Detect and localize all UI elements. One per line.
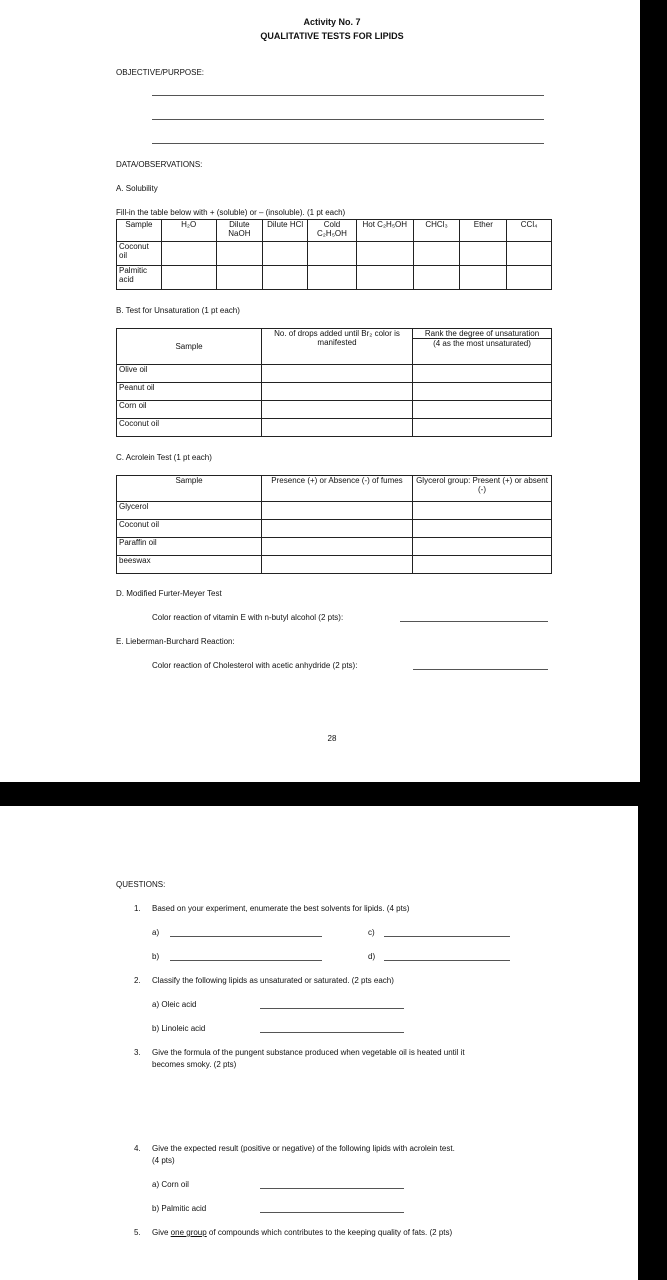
table-row — [117, 266, 552, 290]
q1-b-label: b) — [152, 952, 160, 961]
q2-a: a) Oleic acid — [152, 1000, 197, 1009]
q1-d-line[interactable] — [384, 960, 510, 961]
furter-answer-line[interactable] — [400, 621, 548, 622]
objective-label: OBJECTIVE/PURPOSE: — [116, 68, 205, 77]
furter-heading: D. Modified Furter-Meyer Test — [116, 589, 222, 598]
table-cell[interactable] — [262, 419, 413, 437]
col-ccl4: CCl₄ — [507, 220, 552, 242]
table-row — [117, 383, 552, 401]
table-cell[interactable] — [216, 266, 263, 290]
q2-b: b) Linoleic acid — [152, 1024, 206, 1033]
acrolein-table — [116, 475, 552, 574]
data-label: DATA/OBSERVATIONS: — [116, 160, 203, 169]
q4-b-line[interactable] — [260, 1212, 404, 1213]
col-chloroform: CHCl₃ — [413, 220, 460, 242]
q4-line1: Give the expected result (positive or negative) of the following lipids with acrolein test. — [152, 1144, 455, 1153]
q3-line2: becomes smoky. (2 pts) — [152, 1060, 237, 1069]
col-rank-note: (4 as the most unsaturated) — [413, 338, 551, 348]
row-label-palmitic-acid: Palmitic acid — [117, 266, 162, 290]
table-cell[interactable] — [262, 365, 413, 383]
table-row — [117, 538, 552, 556]
table-cell[interactable] — [507, 266, 552, 290]
lieberman-question: Color reaction of Cholesterol with acetic anhydride (2 pts): — [152, 661, 358, 670]
col-glycerol: Glycerol group: Present (+) or absent (-) — [413, 476, 552, 502]
questions-heading: QUESTIONS: — [116, 880, 166, 889]
table-cell[interactable] — [262, 502, 413, 520]
row-label: Coconut oil — [117, 520, 262, 538]
table-cell[interactable] — [263, 242, 308, 266]
q5-text-underlined: one group — [170, 1228, 207, 1237]
col-ether: Ether — [460, 220, 507, 242]
table-cell[interactable] — [262, 556, 413, 574]
table-cell[interactable] — [308, 266, 357, 290]
solubility-instruction: Fill-in the table below with + (soluble) or – (insoluble). (1 pt each) — [116, 208, 346, 217]
col-hot-ethanol: Hot C₂H₅OH — [356, 220, 413, 242]
solubility-heading: A. Solubility — [116, 184, 158, 193]
table-cell[interactable] — [161, 242, 216, 266]
q2-a-line[interactable] — [260, 1008, 404, 1009]
table-row — [117, 401, 552, 419]
q2-text: Classify the following lipids as unsaturated or saturated. (2 pts each) — [152, 976, 394, 985]
table-cell[interactable] — [413, 266, 460, 290]
row-label: Paraffin oil — [117, 538, 262, 556]
row-label: Glycerol — [117, 502, 262, 520]
table-cell[interactable] — [460, 242, 507, 266]
q3-number: 3. — [134, 1048, 141, 1057]
page-number: 28 — [327, 734, 337, 743]
objective-line-3[interactable] — [152, 143, 544, 144]
table-cell[interactable] — [413, 538, 552, 556]
col-rank-title: Rank the degree of unsaturation — [424, 329, 540, 338]
unsaturation-table — [116, 328, 552, 437]
col-water: H₂O — [161, 220, 216, 242]
q1-c-line[interactable] — [384, 936, 510, 937]
objective-line-2[interactable] — [152, 119, 544, 120]
q1-c-label: c) — [368, 928, 375, 937]
row-label: Corn oil — [117, 401, 262, 419]
q1-b-line[interactable] — [170, 960, 322, 961]
q4-a-line[interactable] — [260, 1188, 404, 1189]
table-cell[interactable] — [413, 520, 552, 538]
row-label: beeswax — [117, 556, 262, 574]
row-label: Coconut oil — [117, 419, 262, 437]
col-sample: Sample — [117, 476, 262, 502]
table-cell[interactable] — [356, 266, 413, 290]
table-cell[interactable] — [356, 242, 413, 266]
table-cell[interactable] — [413, 419, 552, 437]
row-label-coconut-oil: Coconut oil — [117, 242, 162, 266]
acrolein-heading: C. Acrolein Test (1 pt each) — [116, 453, 212, 462]
table-row — [117, 556, 552, 574]
q1-a-line[interactable] — [170, 936, 322, 937]
q5-text-pre: Give — [152, 1228, 171, 1237]
unsaturation-heading: B. Test for Unsaturation (1 pt each) — [116, 306, 240, 315]
worksheet-page-2 — [0, 806, 638, 1280]
table-cell[interactable] — [413, 383, 552, 401]
col-rank — [413, 329, 552, 365]
table-cell[interactable] — [308, 242, 357, 266]
q1-d-label: d) — [368, 952, 376, 961]
table-cell[interactable] — [413, 556, 552, 574]
q4-line2: (4 pts) — [152, 1156, 175, 1165]
col-sample: Sample — [117, 220, 162, 242]
col-presence: Presence (+) or Absence (-) of fumes — [262, 476, 413, 502]
col-sample: Sample — [117, 329, 262, 365]
q1-a-label: a) — [152, 928, 160, 937]
q5-text-post: of compounds which contributes to the keeping quality of fats. (2 pts) — [206, 1228, 453, 1237]
objective-line-1[interactable] — [152, 95, 544, 96]
q2-number: 2. — [134, 976, 141, 985]
table-cell[interactable] — [507, 242, 552, 266]
table-cell[interactable] — [262, 538, 413, 556]
row-label: Peanut oil — [117, 383, 262, 401]
activity-title: Activity No. 7 — [303, 17, 361, 27]
table-cell[interactable] — [413, 401, 552, 419]
table-cell[interactable] — [161, 266, 216, 290]
activity-subtitle: QUALITATIVE TESTS FOR LIPIDS — [260, 31, 404, 41]
col-dilute-naoh: Dilute NaOH — [216, 220, 263, 242]
solubility-table — [116, 219, 552, 290]
table-row — [117, 365, 552, 383]
col-drops: No. of drops added until Br₂ color is manifested — [262, 329, 413, 365]
col-cold-ethanol: Cold C₂H₅OH — [308, 220, 357, 242]
q4-b: b) Palmitic acid — [152, 1204, 207, 1213]
table-row — [117, 242, 552, 266]
table-cell[interactable] — [263, 266, 308, 290]
q4-number: 4. — [134, 1144, 141, 1153]
table-cell[interactable] — [413, 242, 460, 266]
table-row — [117, 419, 552, 437]
q1-text: Based on your experiment, enumerate the best solvents for lipids. (4 pts) — [152, 904, 410, 913]
row-label: Olive oil — [117, 365, 262, 383]
table-cell[interactable] — [413, 502, 552, 520]
lieberman-heading: E. Lieberman-Burchard Reaction: — [116, 637, 235, 646]
q5-number: 5. — [134, 1228, 141, 1237]
furter-question: Color reaction of vitamin E with n-butyl alcohol (2 pts): — [152, 613, 344, 622]
q1-number: 1. — [134, 904, 141, 913]
q5-text — [152, 1228, 452, 1237]
table-cell[interactable] — [413, 365, 552, 383]
table-cell[interactable] — [262, 520, 413, 538]
table-row — [117, 502, 552, 520]
q3-line1: Give the formula of the pungent substance produced when vegetable oil is heated until it — [152, 1048, 465, 1057]
q2-b-line[interactable] — [260, 1032, 404, 1033]
table-cell[interactable] — [460, 266, 507, 290]
col-dilute-hcl: Dilute HCl — [263, 220, 308, 242]
table-cell[interactable] — [262, 383, 413, 401]
q4-a: a) Corn oil — [152, 1180, 189, 1189]
lieberman-answer-line[interactable] — [413, 669, 548, 670]
table-cell[interactable] — [262, 401, 413, 419]
table-row — [117, 520, 552, 538]
table-cell[interactable] — [216, 242, 263, 266]
